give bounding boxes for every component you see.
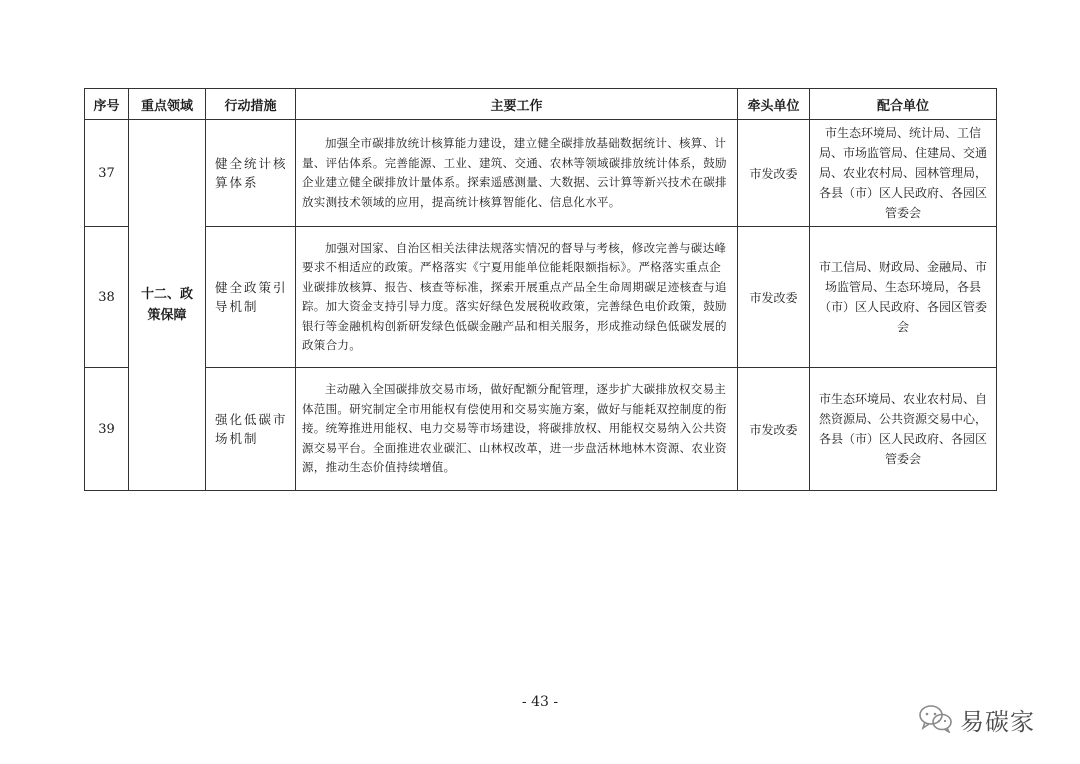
page-number: - 43 - (521, 694, 559, 710)
focus-area: 十二、政策保障 (129, 120, 206, 491)
watermark-text: 易碳家 (960, 708, 1035, 736)
row-number: 37 (85, 120, 129, 227)
cooperating-units: 市生态环境局、农业农村局、自然资源局、公共资源交易中心，各县（市）区人民政府、各园区管委会 (810, 368, 997, 491)
lead-unit: 市发改委 (738, 227, 810, 368)
main-work: 加强全市碳排放统计核算能力建设，建立健全碳排放基础数据统计、核算、计量、评估体系。完善能源、工业、建筑、交通、农林等领域碳排放统计体系，鼓励企业建立健全碳排放计量体系。探索遥感测量、大数据、云计算等新兴技术在碳排放实测技术领域的应用，提高统计核算智能化、信息化水平。 (296, 120, 738, 227)
row-number: 39 (85, 368, 129, 491)
main-work: 主动融入全国碳排放交易市场，做好配额分配管理，逐步扩大碳排放权交易主体范围。研究制定全市用能权有偿使用和交易实施方案，做好与能耗双控制度的衔接。统筹推进用能权、电力交易等市场建设，将碳排放权、用能权交易纳入公共资源交易平台。全面推进农业碳汇、山林权改革，进一步盘活林地林木资源、农业资源，推动生态价值持续增值。 (296, 368, 738, 491)
watermark (918, 702, 1035, 737)
main-work: 加强对国家、自治区相关法律法规落实情况的督导与考核，修改完善与碳达峰要求不相适应的政策。严格落实《宁夏用能单位能耗限额指标》。严格落实重点企业碳排放核算、报告、核查等标准，探索开展重点产品全生命周期碳足迹核查与追踪。加大资金支持引导力度。落实好绿色发展税收政策，完善绿色电价政策，鼓励银行等金融机构创新研发绿色低碳金融产品和相关服务，形成推动绿色低碳发展的政策合力。 (296, 227, 738, 368)
header-area: 重点领域 (129, 89, 206, 120)
policy-table (84, 88, 997, 491)
header-num: 序号 (85, 89, 129, 120)
row-number: 38 (85, 227, 129, 368)
lead-unit: 市发改委 (738, 120, 810, 227)
header-coop: 配合单位 (810, 89, 997, 120)
wechat-icon (918, 703, 954, 737)
cooperating-units: 市生态环境局、统计局、工信局、市场监管局、住建局、交通局、农业农村局、园林管理局，各县（市）区人民政府、各园区管委会 (810, 120, 997, 227)
table-row (85, 120, 997, 227)
action-measure: 健全政策引导机制 (206, 227, 296, 368)
action-measure: 健全统计核算体系 (206, 120, 296, 227)
table-header-row (85, 89, 997, 120)
header-measure: 行动措施 (206, 89, 296, 120)
lead-unit: 市发改委 (738, 368, 810, 491)
header-work: 主要工作 (296, 89, 738, 120)
cooperating-units: 市工信局、财政局、金融局、市场监管局、生态环境局，各县（市）区人民政府、各园区管委会 (810, 227, 997, 368)
table-row (85, 368, 997, 491)
header-lead: 牵头单位 (738, 89, 810, 120)
table-row (85, 227, 997, 368)
action-measure: 强化低碳市场机制 (206, 368, 296, 491)
